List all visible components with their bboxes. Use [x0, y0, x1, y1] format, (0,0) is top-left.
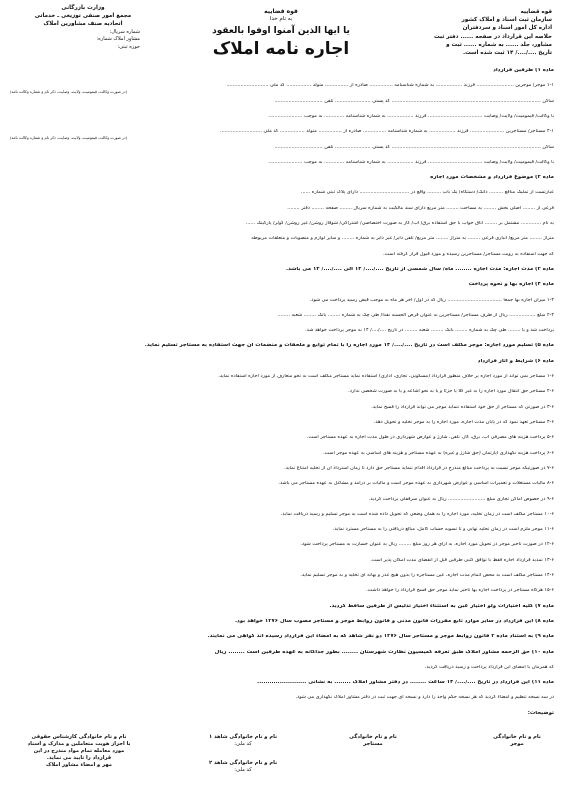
section-heading: ماده ۱۱) این قرارداد در تاریخ ..../..../ ۱۴ ساعت ........ در دفتر مشاور املاک ........ به نشانی ........................ [257, 680, 554, 686]
body-line: ۱۰-۶ مستاجر مکلف است در زمان تخلیه، مورد اجاره را به همان وضعی که تحویل داده شده است به موجر تسلیم و رسید دریافت نماید. [280, 511, 554, 517]
agent-signature-line: نام و نام خانوادگی کارشناس حقوقی [31, 734, 127, 740]
field-note: (در صورت وکالت، قیمومیت، ولایت، وصایت، ذکر نام و شماره وکالت نامه) [10, 89, 128, 95]
section-heading: ماده ۳) مدت اجاره: مدت اجاره ........ ماه/ سال شمسی از تاریخ ..../..../ ۱۴ الی ..../..../ ۱۴ می باشد. [285, 266, 554, 272]
section-heading: ماده ۱) طرفین قرارداد [493, 68, 554, 73]
agent-signature-line: قرارداد را تایید می نماید. [46, 755, 112, 762]
body-line: ۲-۴ مبلغ ................. ریال از طرف مستاجر/ مستاجرین به عنوان قرض الحسنه نقداً/ طی چک به شماره ........ بانک ........ شعبه ........ [277, 312, 554, 318]
agent-signature-line: با احراز هویت متعاملین و مدارک و اسناد [27, 741, 131, 748]
body-line: در سه نسخه تنظیم و امضاء گردید که هر نسخه حکم واحد را دارد و نسخه ای جهت ثبت در دفتر مشاور املاک نگهداری می شود. [295, 695, 554, 701]
lessee-signature-role: مستاجر [363, 741, 383, 748]
section-heading: توضیحات: [527, 710, 554, 716]
header-right-line: تاریخ ..../..../ ۱۴ ثبت شده است. [462, 49, 552, 56]
agent-signature [14, 734, 144, 769]
body-line: ۷-۶ در صورتیکه موجر نسبت به پرداخت مبالغ مندرج در قرارداد اقدام ننماید مستاجر حق دارد تا زمان استرداد آن از تخلیه امتناع نماید. [284, 465, 554, 471]
body-line: که جهت استفاده به رویت مستاجر/ مستاجرین رسیده و مورد قبول قرار گرفته است. [383, 251, 554, 257]
body-line: ۲-۶ مستاجر حق انتقال مورد اجاره را به غیر کلاً یا جزئاً و یا به نحو اشاعه و یا به صورت شخصی ندارد. [348, 389, 554, 395]
lessor-signature-role: موجر [510, 741, 524, 748]
body-line: ۱۳-۶ تمدید قرارداد اجاره فقط با توافق کتبی طرفین قبل از انقضای مدت امکان پذیر است. [370, 557, 554, 563]
body-line: ۳-۶ در صورتی که مستاجر از حق خود استفاده ننماید موجر می تواند قرارداد را فسخ نماید. [371, 404, 554, 410]
section-heading: ماده ۵) تسلیم مورد اجاره: موجر مکلف است در تاریخ ..../..../ ۱۴ مورد اجاره را با تمام توابع و ملحقات و منضمات آن جهت استفاده به مستاجر تسلیم نماید. [144, 343, 554, 349]
body-line: ۱۴-۶ مستاجر مکلف است به محض اتمام مدت اجاره، عین مستاجره را بدون هیچ عذر و بهانه ای تخلیه و به موجر تسلیم نماید. [300, 573, 554, 578]
judiciary-label: قوه قضاییه [264, 8, 298, 15]
body-line: ۱۲-۶ در صورت تاخیر موجر در تحویل مورد اجاره، به ازای هر روز مبلغ ........ ریال به عنوان خسارت به مستاجر پرداخت شود. [300, 542, 554, 548]
field-note: (در صورت وکالت، قیمومیت، ولایت، وصایت، ذکر نام و شماره وکالت نامه) [10, 135, 128, 141]
body-line: ساکن ................................................................................................ کد پستی ....................... تلفن ............................... [274, 144, 554, 150]
header-left-line: وزارت بازرگانی [61, 5, 105, 11]
body-line: عبارتست از تملیک منافع ......... دانگ/ دستگاه/ یک باب ......... واقع در ................................ دارای پلاک ثبتی شماره ...... [300, 190, 554, 196]
body-line: پرداخت شد و یا ........ طی چک به شماره ........ بانک ........ شعبه ........ در تاریخ ..../..../ ۱۴ به موجر پرداخت خواهد شد. [305, 328, 554, 333]
body-line: که همزمان با امضای این قرارداد پرداخت و رسید دریافت گردید. [424, 664, 554, 670]
body-line: ۵-۶ پرداخت هزینه های مصرفی آب، برق، گاز، تلفن، شارژ و عوارض شهرداری در طول مدت اجاره به عهده مستاجر است. [306, 435, 554, 441]
header-right-block [402, 10, 552, 59]
lease-contract-document [6, 4, 558, 799]
witness1-id: کد ملی: [234, 741, 252, 748]
body-line: با وکالت/ قیمومیت/ ولایت/ وصایت ................................... فرزند ................. به شماره شناسنامه ............. به موجب ...................... [268, 113, 554, 119]
section-heading: ماده ۷) کلیه اختیارات ولو اختیار غبن به استثناء اختیار تدلیس از طرفین ساقط گردید. [329, 603, 554, 609]
header-right-line: قوه قضاییه [520, 9, 552, 15]
body-line: ۸-۶ مالیات مستغلات و تعمیرات اساسی و عوارض شهرداری به عهده موجر است و مالیات بر درآمد و مشاغل به عهده مستاجر می باشد. [278, 481, 554, 487]
body-line: متراژ ........ متر مربع/ انباری فرعی ........ به متراژ ........ متر مربع/ تلفن دایر/ غیر دایر به شماره ........ و سایر لوازم و منصوبات و متعلقات مربوطه [251, 236, 554, 242]
witness2-id: کد ملی: [234, 767, 252, 774]
body-line: ساکن ................................................................................................ کد پستی ....................... تلفن ............................... [274, 98, 554, 104]
header-left-line: حوزه ثبتی: [117, 43, 140, 50]
section-heading: ماده ۲) موضوع قرارداد و مشخصات مورد اجاره [430, 175, 554, 181]
witness1-title: نام و نام خانوادگی شاهد ۱ [208, 734, 278, 740]
agent-signature-line: مورد معامله تمام مواد مندرج در این [33, 748, 125, 755]
bismillah-text: به نام خدا [269, 16, 293, 22]
section-heading: ماده ۸) این قرارداد در سایر موارد تابع مقررات قانون مدنی و قانون روابط موجر و مستاجر مصوب سال ۱۳۷۶ خواهد بود. [234, 618, 554, 624]
body-line: ۱۵-۶ هرگاه مستاجر در پرداخت اجاره بها تاخیر نماید موجر حق فسخ قرارداد را خواهد داشت. [366, 588, 554, 594]
body-line: ۴-۶ مستاجر تعهد نمود که در پایان مدت اجاره، مورد اجاره را به موجر تخلیه و تحویل دهد. [373, 420, 554, 425]
witness2-title: نام و نام خانوادگی شاهد ۲ [208, 760, 278, 767]
header-right-line: اداره کل امور اسناد و سردفتران [462, 25, 552, 32]
agent-signature-line: مهر و امضاء مشاور املاک [46, 762, 112, 769]
lessee-signature [338, 734, 408, 748]
header-left-line: شماره سریال: [109, 28, 140, 35]
lessor-signature-title: نام و نام خانوادگی [493, 734, 541, 740]
header-left-line: اتحادیه صنف مشاورین املاک [43, 20, 123, 27]
section-heading: ماده ۴) اجاره بها و نحوه پرداخت [468, 282, 554, 288]
section-heading: ماده ۶) شرایط و آثار قرارداد [477, 358, 554, 364]
body-line: ۱-۴ میزان اجاره بها جمعاً ................................... ریال که در اول/ آخر هر ماه به موجب قبض رسید پرداخت می شود. [309, 297, 554, 303]
body-line: فرعی از ........ اصلی بخش ........ به مساحت ........ متر مربع دارای سند مالکیت به شماره سریال ........ صفحه ........ دفتر ........ [287, 205, 554, 211]
quran-verse: یا ایها الذین آمنوا اوفوا بالعقود [212, 26, 350, 36]
body-line: ۱-۱ موجر/ موجرین ........................ فرزند ................. به شماره شناسنامه ............... صادره از ............... متولد ................ کد ملی ........................... [226, 83, 554, 89]
header-left-line: مجمع امور صنفی توزیعی ـ خدماتی [34, 12, 132, 19]
body-line: ۹-۶ در خصوص اماکن تجاری مبلغ ........................ ریال به عنوان سرقفلی پرداخت گردید. [368, 496, 554, 502]
section-heading: ماده ۱۰) حق الزحمه مشاور املاک طبق تعرفه کمیسیون نظارت شهرستان ........ بطور جداگانه به عهده طرفین است ........ ریال [214, 649, 554, 655]
witness-signatures [193, 734, 293, 774]
lessee-signature-title: نام و نام خانوادگی [349, 734, 397, 740]
body-line: ۶-۶ پرداخت هزینه نگهداری آپارتمان (حق شارژ و غیره) به عهده مستاجر و هزینه های اساسی به عهده موجر است. [323, 450, 554, 456]
header-right-line: خلاصه این قرارداد در صفحه ...... دفتر ثبت [434, 33, 552, 40]
body-line: ۱-۶ مستاجر نمی تواند از مورد اجاره بر خلاف منظور قرارداد (مسکونی، تجاری، اداری) استفاده نماید مستاجر مکلف است به نحو متعارف از مورد اجاره استفاده نماید. [218, 374, 554, 379]
header-left-block [8, 6, 158, 52]
body-line: با وکالت/ قیمومیت/ ولایت/ وصایت ................................... فرزند ................. به شماره شناسنامه ............. به موجب ...................... [268, 159, 554, 165]
lessor-signature [482, 734, 552, 748]
document-title: اجاره نامه املاک [212, 39, 350, 59]
header-right-line: مشاور، جلد ...... به شماره ...... ثبت و [446, 41, 552, 48]
header-right-line: سازمان ثبت اسناد و املاک کشور [461, 17, 552, 24]
header-left-line: مشاور املاک شماره: [96, 36, 140, 43]
body-line: ۲-۱ مستاجر/ مستاجرین ...................... فرزند ................. به شماره شناسنامه ............... صادره از ............... متولد ................ کد ملی ........................... [219, 129, 554, 135]
section-heading: ماده ۹) به استناد ماده ۳ قانون روابط موجر و مستاجر سال ۱۳۷۶ دو نفر شاهد که به امضاء این قرارداد رسیده اند گواهی می نمایند. [207, 634, 554, 640]
body-line: به نام ............. مشتمل بر ........ اتاق خواب با حق استفاده برق/ آب/ گاز به صورت اختصاصی/ اشتراکی/ شوفاژ روشن/ غیر روشن/ کولر/ پارکینگ ...... [245, 221, 554, 226]
body-line: ۱۱-۶ موجر ملزم است در زمان تخلیه نهایی و تا تسویه حساب کامل، مبالغ دریافتی را به مستاجر مسترد نماید. [332, 527, 554, 532]
